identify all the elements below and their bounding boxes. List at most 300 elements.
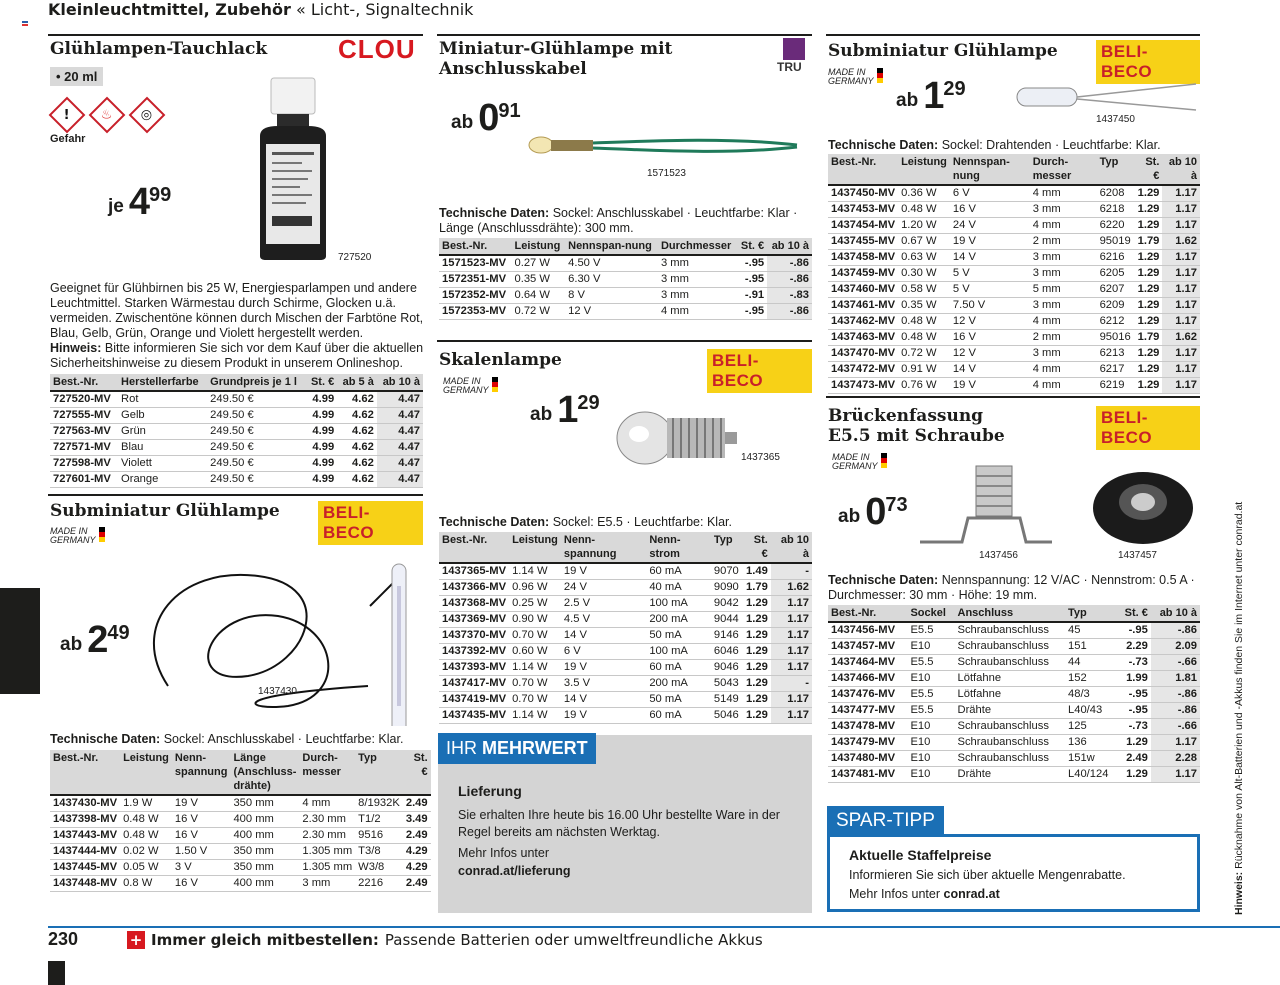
- mehrwert-text: Sie erhalten Ihre heute bis 16.00 Uhr bestellte Ware in der Regel bereits am nächsten Werktag.: [458, 808, 780, 839]
- table-cell: 1.79: [1134, 330, 1163, 346]
- table-cell: 1.17: [1162, 362, 1200, 378]
- table-cell: 1.29: [1134, 362, 1163, 378]
- table-cell: 4.62: [337, 456, 377, 472]
- table-cell: 200 mA: [646, 612, 711, 628]
- table-cell: 1.29: [1118, 735, 1151, 751]
- table-cell: 14 V: [950, 362, 1030, 378]
- table-row: [50, 472, 423, 488]
- table-cell: 12 V: [565, 304, 658, 320]
- column-header: Best.-Nr.: [828, 605, 907, 622]
- order-number-cell: 1437443-MV: [50, 828, 120, 844]
- tru-label: TRU: [777, 60, 802, 74]
- tech-label: Technische Daten:: [828, 138, 939, 152]
- footer-text: Passende Batterien oder umweltfreundliche Akkus: [384, 931, 763, 949]
- table-cell: 4.29: [403, 844, 431, 860]
- table-row: [828, 622, 1200, 639]
- table-row: [828, 703, 1200, 719]
- table-cell: 1.29: [1134, 282, 1163, 298]
- table-cell: Blau: [118, 440, 207, 456]
- made-in-germany-badge: [832, 453, 887, 471]
- table-cell: 1.14 W: [509, 563, 561, 580]
- table-cell: 6.30 V: [565, 272, 658, 288]
- table-cell: 5 V: [950, 266, 1030, 282]
- german-flag-icon: [99, 527, 105, 542]
- table-header-row: [439, 532, 812, 563]
- price-euro: 1: [923, 75, 944, 117]
- table-cell: 1.29: [742, 660, 771, 676]
- miniature-lamp-image: [527, 131, 807, 161]
- table-cell: 3 mm: [658, 288, 737, 304]
- table-cell: 3 mm: [658, 272, 737, 288]
- column-header: Leistung: [509, 532, 561, 563]
- brand-logo-beli-beco: BELI-BECO: [1096, 406, 1200, 450]
- oxidizing-hazard-icon: ◎: [129, 97, 166, 134]
- table-row: [828, 266, 1200, 282]
- table-cell: -.95: [1118, 622, 1151, 639]
- spar-text: Informieren Sie sich über aktuelle Mengenrabatte.: [849, 868, 1126, 882]
- spar-tipp-box: [827, 834, 1200, 912]
- table-cell: L40/124: [1065, 767, 1118, 783]
- item-number: 1437365: [741, 452, 780, 463]
- table-row: [828, 346, 1200, 362]
- table-cell: 19 V: [950, 378, 1030, 394]
- table-cell: 200 mA: [646, 676, 711, 692]
- table-cell: -.73: [1118, 719, 1151, 735]
- table-cell: 3 mm: [1030, 202, 1097, 218]
- made-in-label: MADE IN GERMANY: [832, 452, 878, 471]
- table-cell: 5 mm: [1030, 282, 1097, 298]
- column-header: ab 10 à: [1162, 154, 1200, 185]
- table-cell: 4 mm: [1030, 185, 1097, 202]
- table-cell: L40/43: [1065, 703, 1118, 719]
- table-cell: 4.50 V: [565, 255, 658, 272]
- table-cell: 6213: [1097, 346, 1134, 362]
- table-cell: E5.5: [907, 687, 954, 703]
- table-cell: 9044: [711, 612, 742, 628]
- order-number-cell: 1437445-MV: [50, 860, 120, 876]
- table-row: [439, 596, 812, 612]
- table-cell: 0.70 W: [509, 692, 561, 708]
- table-cell: -.73: [1118, 655, 1151, 671]
- table-cell: 3 mm: [1030, 266, 1097, 282]
- table-cell: 1.14 W: [509, 708, 561, 724]
- order-number-cell: 1437393-MV: [439, 660, 509, 676]
- table-cell: 2.28: [1151, 751, 1200, 767]
- price-skalenlampe: [530, 390, 600, 430]
- table-cell: 4.62: [337, 424, 377, 440]
- breadcrumb[interactable]: « Licht-, Signaltechnik: [295, 0, 474, 19]
- footer-bold: Immer gleich mitbestellen:: [151, 931, 379, 949]
- order-number-cell: 1437461-MV: [828, 298, 898, 314]
- table-cell: 4.47: [377, 440, 423, 456]
- price-subminiatur-left: [60, 620, 130, 660]
- badge-bold: MEHRWERT: [482, 738, 588, 758]
- order-number-cell: 727563-MV: [50, 424, 118, 440]
- order-number-cell: 727520-MV: [50, 391, 118, 408]
- table-cell: 5149: [711, 692, 742, 708]
- category-title: Kleinleuchtmittel, Zubehör: [48, 0, 291, 19]
- table-cell: -.91: [737, 288, 767, 304]
- volume-badge: • 20 ml: [50, 67, 103, 86]
- table-cell: -.86: [1151, 687, 1200, 703]
- table-cell: 350 mm: [230, 795, 299, 812]
- tech-text: Sockel: Drahtenden · Leuchtfarbe: Klar.: [941, 138, 1161, 152]
- table-cell: 1.29: [1134, 298, 1163, 314]
- table-cell: 1.17: [771, 692, 812, 708]
- table-cell: 136: [1065, 735, 1118, 751]
- table-cell: 2 mm: [1030, 234, 1097, 250]
- table-cell: E5.5: [907, 703, 954, 719]
- price-prefix: ab: [530, 404, 553, 425]
- table-cell: E10: [907, 671, 954, 687]
- table-cell: 12 V: [950, 346, 1030, 362]
- table-row: [439, 644, 812, 660]
- table-cell: 4.62: [337, 391, 377, 408]
- table-cell: 8 V: [565, 288, 658, 304]
- table-cell: 4.47: [377, 391, 423, 408]
- order-number-cell: 1437370-MV: [439, 628, 509, 644]
- table-cell: 4 mm: [1030, 378, 1097, 394]
- table-cell: Lötfahne: [955, 687, 1066, 703]
- table-cell: 2.30 mm: [299, 812, 355, 828]
- table-cell: 0.35 W: [511, 272, 565, 288]
- table-cell: 1.17: [1151, 735, 1200, 751]
- table-cell: Schraubanschluss: [955, 622, 1066, 639]
- table-cell: 60 mA: [646, 563, 711, 580]
- column-header: Typ: [1065, 605, 1118, 622]
- table-cell: 19 V: [950, 234, 1030, 250]
- german-flag-icon: [877, 68, 883, 83]
- table-cell: T1/2: [355, 812, 403, 828]
- tauchlack-table: [50, 374, 423, 488]
- price-cents: 29: [943, 78, 966, 100]
- table-cell: 2 mm: [1030, 330, 1097, 346]
- table-cell: 9046: [711, 660, 742, 676]
- order-number-cell: 1437369-MV: [439, 612, 509, 628]
- order-number-cell: 1571523-MV: [439, 255, 511, 272]
- order-number-cell: 1437481-MV: [828, 767, 907, 783]
- table-row: [50, 828, 431, 844]
- table-row: [828, 185, 1200, 202]
- table-cell: Gelb: [118, 408, 207, 424]
- table-cell: 9516: [355, 828, 403, 844]
- table-cell: 6219: [1097, 378, 1134, 394]
- badge-light: IHR: [446, 738, 477, 758]
- column-header: Durch-messer: [299, 750, 355, 795]
- category-header: [48, 0, 473, 19]
- order-number-cell: 1437365-MV: [439, 563, 509, 580]
- price-euro: 0: [865, 491, 886, 533]
- table-cell: 1.29: [1134, 185, 1163, 202]
- note-label: Hinweis:: [50, 341, 102, 355]
- product-brueckenfassung: [826, 396, 1200, 796]
- table-cell: 0.27 W: [511, 255, 565, 272]
- item-number: 1571523: [647, 168, 686, 179]
- column-header: Nenn-spannung: [561, 532, 646, 563]
- column-header: Typ: [355, 750, 403, 795]
- table-cell: 1.20 W: [898, 218, 950, 234]
- tech-text: Sockel: E5.5 · Leuchtfarbe: Klar.: [552, 515, 732, 529]
- table-cell: 0.72 W: [898, 346, 950, 362]
- table-cell: 0.72 W: [511, 304, 565, 320]
- table-row: [50, 795, 431, 812]
- made-in-label: MADE IN GERMANY: [443, 376, 489, 395]
- table-cell: Drähte: [955, 703, 1066, 719]
- table-header-row: [50, 750, 431, 795]
- table-cell: -.66: [1151, 719, 1200, 735]
- brand-logo-beli-beco: BELI-BECO: [707, 349, 812, 393]
- table-cell: -.95: [1118, 687, 1151, 703]
- made-in-label: MADE IN GERMANY: [50, 526, 96, 545]
- order-number-cell: 727571-MV: [50, 440, 118, 456]
- plus-icon: +: [127, 931, 145, 949]
- table-row: [828, 314, 1200, 330]
- table-cell: 2.49: [403, 795, 431, 812]
- product-skalenlampe: [437, 340, 812, 725]
- table-cell: 3 V: [172, 860, 231, 876]
- table-cell: 4.5 V: [561, 612, 646, 628]
- column-header: Best.-Nr.: [439, 532, 509, 563]
- technical-data: [439, 515, 732, 530]
- column-header: Sockel: [907, 605, 954, 622]
- table-cell: 1.29: [1134, 218, 1163, 234]
- order-number-cell: 1437417-MV: [439, 676, 509, 692]
- table-cell: 1.29: [1134, 346, 1163, 362]
- subminiatur-left-table: [50, 750, 431, 892]
- table-cell: 0.02 W: [120, 844, 172, 860]
- column-header: St. €: [1134, 154, 1163, 185]
- table-cell: 6207: [1097, 282, 1134, 298]
- table-cell: 4 mm: [1030, 362, 1097, 378]
- footer-rule: [48, 926, 1280, 928]
- table-cell: 8/1932K: [355, 795, 403, 812]
- spar-link[interactable]: conrad.at: [943, 887, 1000, 901]
- table-row: [439, 255, 812, 272]
- table-row: [439, 660, 812, 676]
- miniatur-table: [439, 238, 812, 320]
- table-cell: 9042: [711, 596, 742, 612]
- table-cell: 1.17: [1151, 767, 1200, 783]
- table-row: [828, 719, 1200, 735]
- table-cell: 6 V: [561, 644, 646, 660]
- price-subminiatur-right: [896, 76, 966, 116]
- order-number-cell: 1437458-MV: [828, 250, 898, 266]
- technical-data: [439, 206, 814, 236]
- table-cell: 4.47: [377, 472, 423, 488]
- tru-logo-icon: [783, 38, 805, 60]
- table-cell: 1.29: [742, 676, 771, 692]
- german-flag-icon: [881, 453, 887, 468]
- table-cell: 6 V: [950, 185, 1030, 202]
- table-cell: 2.49: [403, 876, 431, 892]
- price-tauchlack: [108, 182, 171, 222]
- tech-text: Sockel: Anschlusskabel · Leuchtfarbe: Klar.: [163, 732, 404, 746]
- table-cell: 4.99: [306, 472, 337, 488]
- table-cell: 3 mm: [299, 876, 355, 892]
- table-cell: 4.47: [377, 456, 423, 472]
- hazard-label: Gefahr: [50, 133, 86, 145]
- column-header: ab 5 à: [337, 374, 377, 391]
- product-title: Subminiatur Glühlampe: [828, 41, 1058, 61]
- table-cell: 0.58 W: [898, 282, 950, 298]
- table-cell: 45: [1065, 622, 1118, 639]
- table-cell: 19 V: [172, 795, 231, 812]
- brand-logo-beli-beco: BELI-BECO: [318, 501, 423, 545]
- table-cell: 2.29: [1118, 639, 1151, 655]
- table-cell: -.86: [767, 255, 812, 272]
- table-row: [828, 202, 1200, 218]
- price-prefix: ab: [838, 506, 861, 527]
- product-subminiatur-right: [826, 34, 1200, 391]
- made-in-germany-badge: [443, 377, 498, 395]
- made-in-label: MADE IN GERMANY: [828, 67, 874, 86]
- screw-socket-image: [1088, 462, 1198, 550]
- table-cell: 4.62: [337, 440, 377, 456]
- table-row: [828, 378, 1200, 394]
- table-cell: 0.96 W: [509, 580, 561, 596]
- table-cell: -.86: [767, 272, 812, 288]
- spar-more: Mehr Infos unter: [849, 887, 941, 901]
- table-cell: 4.99: [306, 391, 337, 408]
- product-title: Subminiatur Glühlampe: [50, 501, 280, 521]
- table-cell: 48/3: [1065, 687, 1118, 703]
- table-cell: 6208: [1097, 185, 1134, 202]
- table-row: [828, 687, 1200, 703]
- table-cell: 1.29: [1134, 266, 1163, 282]
- table-cell: 95016: [1097, 330, 1134, 346]
- mehrwert-link[interactable]: conrad.at/lieferung: [458, 864, 571, 878]
- table-cell: 0.76 W: [898, 378, 950, 394]
- table-cell: 1.17: [1162, 346, 1200, 362]
- order-number-cell: 1437435-MV: [439, 708, 509, 724]
- tech-label: Technische Daten:: [828, 573, 939, 587]
- column-header: Best.-Nr.: [50, 374, 118, 391]
- table-cell: 4.99: [306, 424, 337, 440]
- table-cell: -.66: [1151, 655, 1200, 671]
- product-title: Skalenlampe: [439, 350, 562, 370]
- table-cell: 1.29: [1134, 378, 1163, 394]
- price-euro: 4: [128, 181, 149, 223]
- table-cell: 1.17: [771, 628, 812, 644]
- column-header: Durchmesser: [658, 238, 737, 255]
- table-cell: 0.25 W: [509, 596, 561, 612]
- product-subminiatur-left: [48, 494, 428, 918]
- table-cell: 24 V: [950, 218, 1030, 234]
- order-number-cell: 1437450-MV: [828, 185, 898, 202]
- order-number-cell: 1437466-MV: [828, 671, 907, 687]
- order-number-cell: 1572351-MV: [439, 272, 511, 288]
- table-row: [828, 282, 1200, 298]
- column-header: Grundpreis je 1 l: [207, 374, 306, 391]
- order-number-cell: 727555-MV: [50, 408, 118, 424]
- table-cell: 0.36 W: [898, 185, 950, 202]
- table-cell: 19 V: [561, 563, 646, 580]
- table-cell: 0.91 W: [898, 362, 950, 378]
- table-cell: 14 V: [561, 692, 646, 708]
- table-cell: 3.5 V: [561, 676, 646, 692]
- hazard-icons: [54, 102, 160, 128]
- table-cell: 0.70 W: [509, 628, 561, 644]
- table-cell: 1.29: [742, 596, 771, 612]
- table-cell: 1.17: [1162, 185, 1200, 202]
- subminiature-lamp-image: [138, 546, 428, 726]
- table-cell: 2.5 V: [561, 596, 646, 612]
- table-cell: 7.50 V: [950, 298, 1030, 314]
- column-header: Anschluss: [955, 605, 1066, 622]
- product-description: [50, 281, 425, 371]
- order-number-cell: 1437470-MV: [828, 346, 898, 362]
- table-row: [50, 876, 431, 892]
- table-cell: 249.50 €: [207, 391, 306, 408]
- table-cell: 1.29: [742, 692, 771, 708]
- product-tauchlack: [48, 34, 424, 485]
- mehrwert-badge: [438, 733, 596, 764]
- table-cell: Drähte: [955, 767, 1066, 783]
- order-number-cell: 1437478-MV: [828, 719, 907, 735]
- table-cell: -: [771, 563, 812, 580]
- mehrwert-heading: Lieferung: [458, 783, 522, 799]
- table-cell: 0.63 W: [898, 250, 950, 266]
- order-number-cell: 1437464-MV: [828, 655, 907, 671]
- wire-lamp-image: [1011, 80, 1201, 116]
- table-cell: 1.17: [771, 644, 812, 660]
- made-in-germany-badge: [50, 527, 105, 545]
- table-cell: 95019: [1097, 234, 1134, 250]
- table-cell: 6217: [1097, 362, 1134, 378]
- table-cell: E5.5: [907, 622, 954, 639]
- table-cell: 40 mA: [646, 580, 711, 596]
- table-cell: 2.49: [403, 828, 431, 844]
- price-prefix: ab: [451, 112, 474, 133]
- table-row: [439, 708, 812, 724]
- table-cell: 1.29: [742, 628, 771, 644]
- table-cell: 50 mA: [646, 692, 711, 708]
- table-cell: 400 mm: [230, 828, 299, 844]
- table-cell: 4.99: [306, 408, 337, 424]
- table-cell: 0.48 W: [898, 314, 950, 330]
- table-row: [828, 655, 1200, 671]
- table-cell: 2.49: [1118, 751, 1151, 767]
- brand-logo-beli-beco: BELI-BECO: [1096, 40, 1200, 84]
- table-cell: 0.48 W: [120, 812, 172, 828]
- table-cell: 1.17: [1162, 266, 1200, 282]
- table-cell: 1.62: [771, 580, 812, 596]
- table-row: [439, 580, 812, 596]
- table-cell: 1.29: [1134, 314, 1163, 330]
- price-cents: 29: [577, 392, 600, 414]
- order-number-cell: 1437463-MV: [828, 330, 898, 346]
- table-row: [439, 304, 812, 320]
- table-cell: 1.17: [1162, 202, 1200, 218]
- order-number-cell: 1437366-MV: [439, 580, 509, 596]
- table-cell: 151w: [1065, 751, 1118, 767]
- order-number-cell: 1437454-MV: [828, 218, 898, 234]
- column-header: Leistung: [511, 238, 565, 255]
- table-header-row: [439, 238, 812, 255]
- table-cell: 125: [1065, 719, 1118, 735]
- column-header: Durch-messer: [1030, 154, 1097, 185]
- item-number: 1437450: [1096, 114, 1135, 125]
- table-cell: T3/8: [355, 844, 403, 860]
- spar-tipp-badge: SPAR-TIPP: [827, 806, 944, 836]
- item-number: 727520: [338, 252, 372, 263]
- price-prefix: ab: [896, 90, 919, 111]
- table-cell: 350 mm: [230, 844, 299, 860]
- bridge-socket-image: [916, 462, 1056, 550]
- table-row: [828, 234, 1200, 250]
- table-cell: 400 mm: [230, 876, 299, 892]
- price-cents: 91: [498, 100, 521, 122]
